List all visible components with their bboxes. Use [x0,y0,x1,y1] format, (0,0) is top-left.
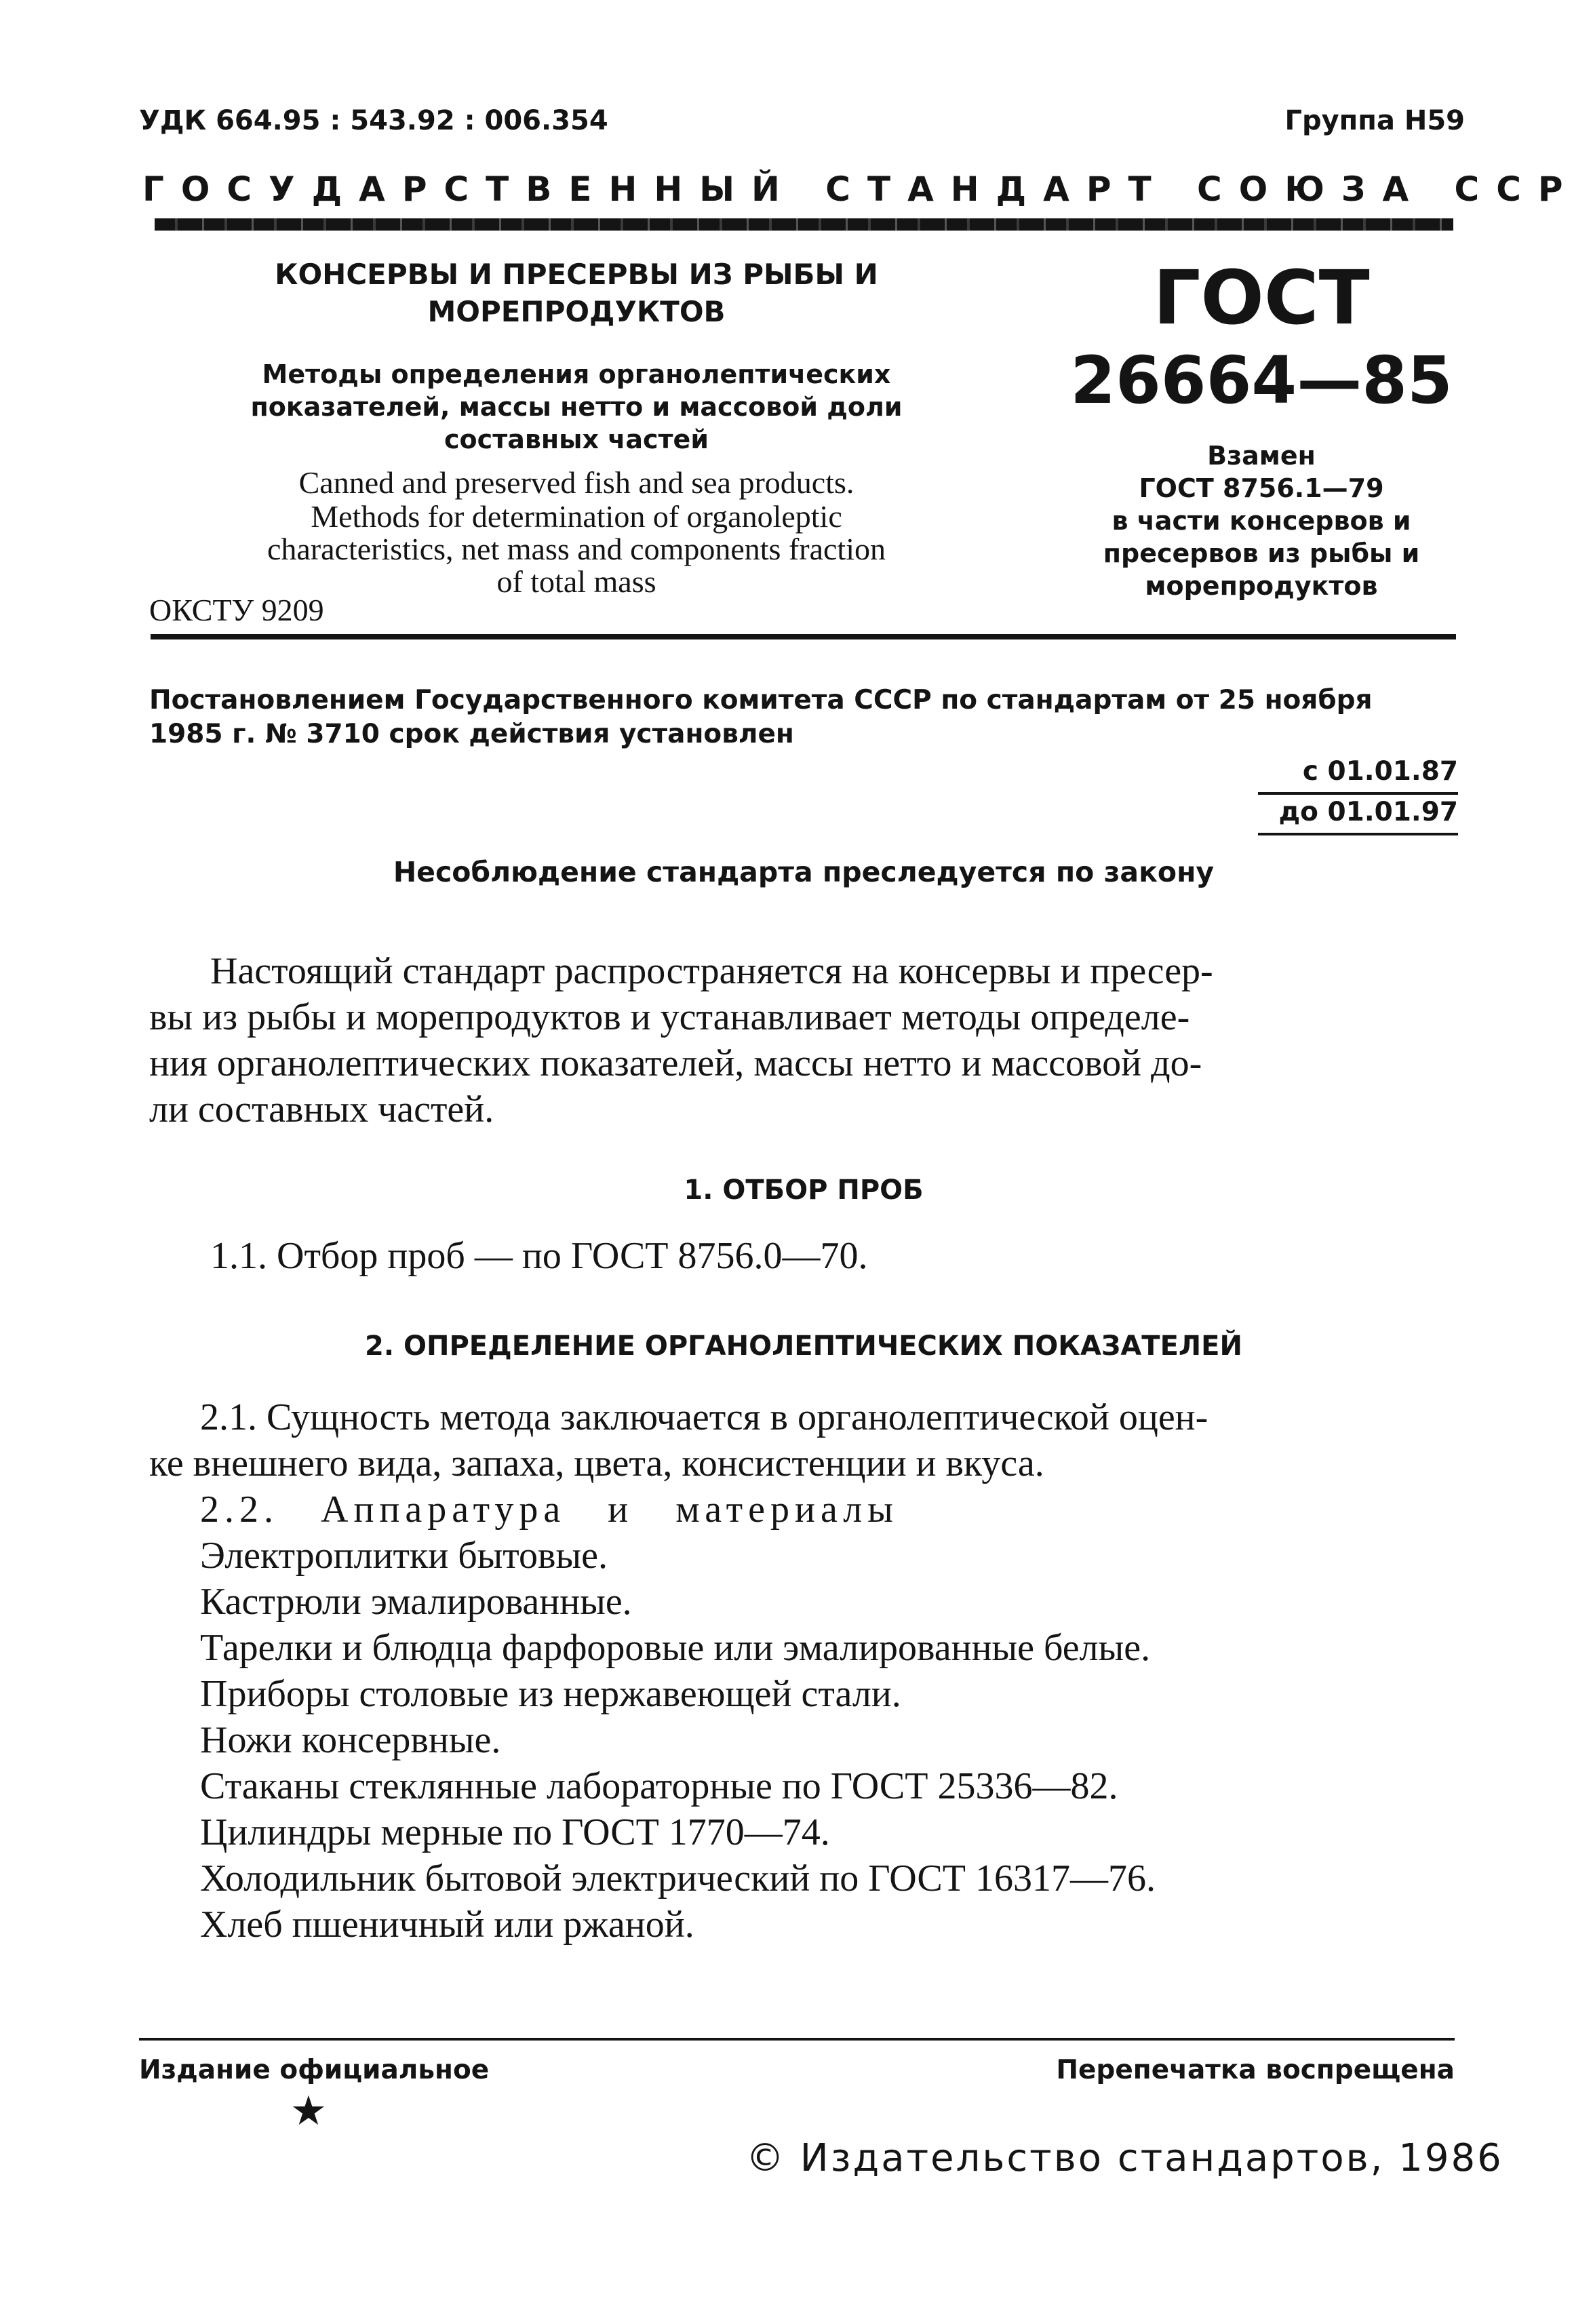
section2-p1-line1: 2.1. Сущность метода заключается в органолептической оцен- [200,1396,1208,1438]
replaces-line5: морепродуктов [1145,571,1378,601]
replaces-line2: ГОСТ 8756.1—79 [1139,473,1384,503]
state-standard-banner: ГОСУДАРСТВЕННЫЙ СТАНДАРТ СОЮЗА ССР [142,170,1580,209]
section2-heading: 2. ОПРЕДЕЛЕНИЕ ОРГАНОЛЕПТИЧЕСКИХ ПОКАЗАТЕЛЕЙ [365,1331,1242,1362]
replaces-line4: пресервов из рыбы и [1103,538,1420,568]
okstu-code: ОКСТУ 9209 [149,593,324,627]
validity-from: с 01.01.87 [1302,756,1458,787]
equipment-item: Ножи консервные. [200,1719,501,1761]
validity-to-rule [1258,833,1458,835]
banner-rule [155,218,1453,231]
footer-rule [139,2038,1455,2041]
doc-title-line2: МОРЕПРОДУКТОВ [427,295,726,328]
replaces-line3: в части консервов и [1112,506,1411,536]
intro-line4: ли составных частей. [149,1088,494,1130]
equipment-item: Холодильник бытовой электрический по ГОСТ 16317—76. [200,1857,1156,1899]
header-bottom-rule [151,634,1456,639]
english-title-line4: of total mass [496,564,656,599]
decree-line2: 1985 г. № 3710 срок действия установлен [149,719,794,749]
english-title-line3: characteristics, net mass and components fraction [267,532,886,566]
copyright: © Издательство стандартов, 1986 [746,2136,1503,2180]
doc-subtitle-line2: показателей, массы нетто и массовой доли [250,392,903,422]
equipment-item: Хлеб пшеничный или ржаной. [200,1904,694,1946]
section1-paragraph: 1.1. Отбор проб — по ГОСТ 8756.0—70. [210,1235,868,1277]
replaces-line1: Взамен [1207,441,1316,471]
legal-warning: Несоблюдение стандарта преследуется по закону [393,856,1215,888]
reprint-prohibited: Перепечатка воспрещена [1056,2055,1455,2085]
udk-code: УДК 664.95 : 543.92 : 006.354 [139,105,608,136]
equipment-item: Кастрюли эмалированные. [200,1581,632,1623]
equipment-item: Цилиндры мерные по ГОСТ 1770—74. [200,1811,830,1853]
section1-heading: 1. ОТБОР ПРОБ [684,1175,924,1206]
gost-label: ГОСТ [1153,254,1370,341]
intro-line2: вы из рыбы и морепродуктов и устанавливает методы определе- [149,996,1190,1038]
decree-line1: Постановлением Государственного комитета СССР по стандартам от 25 ноября [149,685,1373,715]
section2-p2: 2.2. Аппаратура и материалы [200,1489,899,1531]
doc-subtitle-line3: составных частей [444,425,709,454]
validity-from-rule [1258,792,1458,795]
group-code: Группа Н59 [1284,105,1465,136]
validity-to: до 01.01.97 [1278,797,1458,827]
official-edition: Издание официальное [139,2055,490,2085]
intro-line3: ния органолептических показателей, массы нетто и массовой до- [149,1042,1202,1084]
star-icon: ★ [290,2087,327,2135]
equipment-item: Приборы столовые из нержавеющей стали. [200,1673,901,1715]
english-title-line1: Canned and preserved fish and sea products. [298,465,854,500]
doc-subtitle-line1: Методы определения органолептических [262,359,891,389]
gost-number: 26664—85 [1070,342,1453,418]
section2-p1-line2: ке внешнего вида, запаха, цвета, консистенции и вкуса. [149,1442,1044,1484]
equipment-item: Электроплитки бытовые. [200,1535,608,1577]
doc-title-line1: КОНСЕРВЫ И ПРЕСЕРВЫ ИЗ РЫБЫ И [275,258,878,291]
intro-line1: Настоящий стандарт распространяется на консервы и пресер- [210,950,1213,992]
english-title-line2: Methods for determination of organoleptic [311,499,842,534]
equipment-item: Тарелки и блюдца фарфоровые или эмалированные белые. [200,1627,1151,1669]
equipment-item: Стаканы стеклянные лабораторные по ГОСТ 25336—82. [200,1765,1118,1807]
